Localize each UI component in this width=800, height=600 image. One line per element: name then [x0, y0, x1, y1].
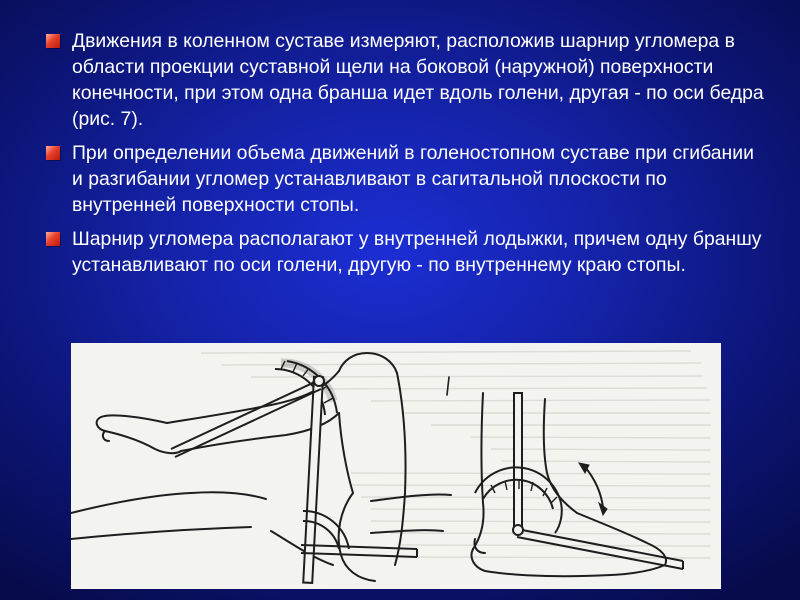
knee-figure [71, 353, 451, 581]
ankle-goniometer [475, 393, 683, 569]
bullet-list [46, 28, 766, 286]
bullet-text-knee: Движения в коленном суставе измеряют, расположив шарнир угломера в области проекции суставной щели на боковой (наружной) поверхности конечности, при этом одна бранша идет вдоль голени, другая - по оси бедра (рис. 7). [72, 30, 764, 130]
bullet-square-icon [46, 232, 60, 246]
knee-goniometer [171, 361, 417, 583]
bullet-item-ankle [46, 140, 766, 218]
goniometer-drawing [71, 343, 721, 589]
scan-background-lines [201, 351, 711, 558]
goniometer-illustration [71, 343, 721, 589]
bullet-item-hinge [46, 226, 766, 278]
bullet-text-hinge: Шарнир угломера располагают у внутренней лодыжки, причем одну браншу устанавливают по оси голени, другую - по внутреннему краю стопы. [72, 228, 762, 276]
bullet-text-ankle: При определении объема движений в голеностопном суставе при сгибании и разгибании угломер устанавливают в сагитальной плоскости по внутренней поверхности стопы. [72, 142, 754, 216]
bullet-square-icon [46, 146, 60, 160]
bullet-square-icon [46, 34, 60, 48]
bullet-item-knee [46, 28, 766, 132]
